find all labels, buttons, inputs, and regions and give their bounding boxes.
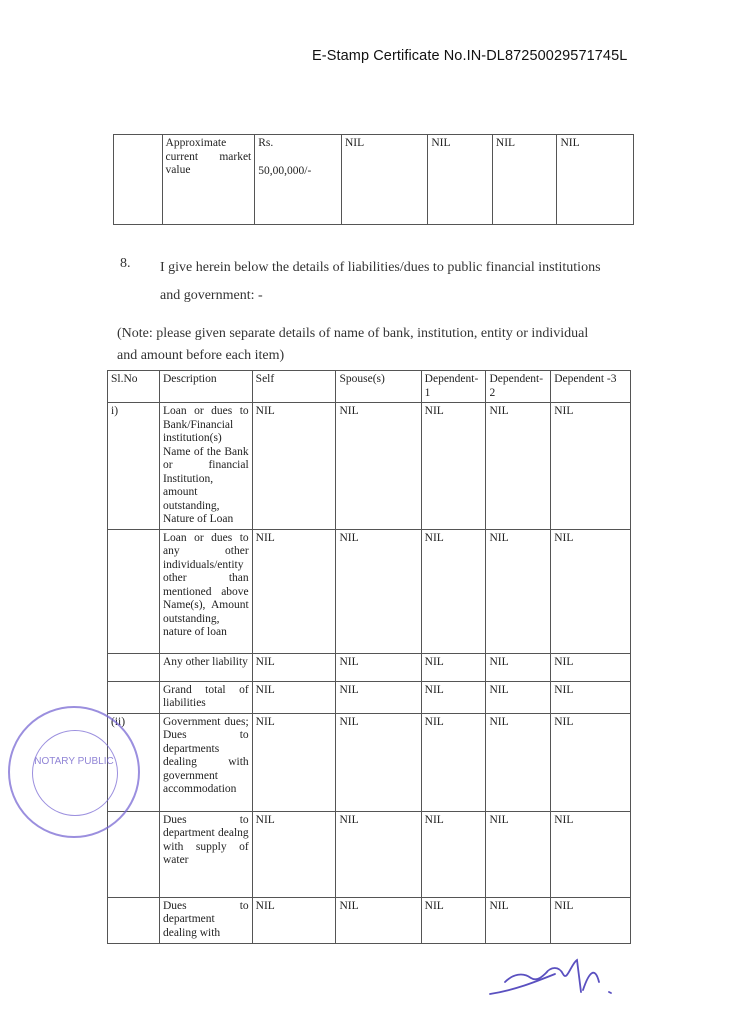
section-text-line1: I give herein below the details of liabilities/dues to public financial institutions bbox=[160, 260, 601, 275]
description-cell: Loan or dues to Bank/Financial institution(s) Name of the Bank or financial Institution, amount outstanding, Nature of Loan bbox=[159, 403, 252, 530]
dependent2-cell: NIL bbox=[486, 529, 551, 653]
stamp-certificate-number: E-Stamp Certificate No.IN-DL87250029571745L bbox=[312, 48, 628, 64]
self-amount: 50,00,000/- bbox=[258, 164, 312, 177]
table-row bbox=[108, 713, 631, 811]
spouse-cell: NIL bbox=[336, 897, 421, 943]
header-dependent-3: Dependent -3 bbox=[551, 371, 631, 403]
assets-value-table bbox=[113, 134, 634, 225]
dependent2-cell: NIL bbox=[486, 811, 551, 897]
dependent1-cell: NIL bbox=[421, 897, 486, 943]
dependent2-cell: NIL bbox=[486, 713, 551, 811]
table-row bbox=[114, 135, 634, 225]
dependent3-cell: NIL bbox=[551, 403, 631, 530]
dependent1-cell: NIL bbox=[421, 653, 486, 681]
header-spouse: Spouse(s) bbox=[336, 371, 421, 403]
description-cell: Any other liability bbox=[159, 653, 252, 681]
header-dependent-1: Dependent-1 bbox=[421, 371, 486, 403]
sl-no-cell bbox=[108, 811, 160, 897]
dependent1-cell: NIL bbox=[421, 681, 486, 713]
sl-no-cell bbox=[108, 529, 160, 653]
sl-no-cell bbox=[114, 135, 163, 225]
header-dependent-2: Dependent-2 bbox=[486, 371, 551, 403]
table-row bbox=[108, 653, 631, 681]
table-row bbox=[108, 811, 631, 897]
notary-seal bbox=[8, 706, 140, 838]
table-row bbox=[108, 681, 631, 713]
dependent1-cell: NIL bbox=[421, 529, 486, 653]
self-cell: NIL bbox=[252, 403, 336, 530]
dependent2-cell: NIL bbox=[486, 653, 551, 681]
description-cell: Approximate current market value bbox=[162, 135, 255, 225]
table-row bbox=[108, 897, 631, 943]
section-text-line2: and government: - bbox=[160, 288, 263, 303]
table-row bbox=[108, 529, 631, 653]
spouse-cell: NIL bbox=[336, 681, 421, 713]
signature bbox=[485, 952, 625, 1002]
description-cell: Loan or dues to any other individuals/entity other than mentioned above Name(s), Amount outstanding, nature of loan bbox=[159, 529, 252, 653]
dependent1-cell: NIL bbox=[421, 811, 486, 897]
sl-no-cell bbox=[108, 897, 160, 943]
self-currency: Rs. bbox=[258, 137, 274, 149]
description-cell: Dues to department dealng with supply of water bbox=[159, 811, 252, 897]
section-number: 8. bbox=[120, 256, 131, 271]
dependent2-cell: NIL bbox=[486, 403, 551, 530]
note-line2: and amount before each item) bbox=[117, 348, 285, 363]
sl-no-cell bbox=[108, 653, 160, 681]
spouse-cell: NIL bbox=[336, 653, 421, 681]
description-cell: Dues to department dealing with bbox=[159, 897, 252, 943]
self-cell: NIL bbox=[252, 529, 336, 653]
dependent3-cell: NIL bbox=[551, 681, 631, 713]
self-cell: NIL bbox=[252, 713, 336, 811]
header-row bbox=[108, 371, 631, 403]
description-cell: Grand total of liabilities bbox=[159, 681, 252, 713]
dependent3-cell: NIL bbox=[551, 897, 631, 943]
spouse-cell: NIL bbox=[336, 811, 421, 897]
note-line1: (Note: please given separate details of name of bank, institution, entity or individual bbox=[117, 326, 589, 341]
description-cell: Government dues; Dues to departments dealing with government accommodation bbox=[159, 713, 252, 811]
self-cell bbox=[255, 135, 342, 225]
sl-no-cell bbox=[108, 681, 160, 713]
notary-seal-inner-ring bbox=[32, 730, 118, 816]
dependent1-cell: NIL bbox=[421, 713, 486, 811]
sl-no-cell: (ii) bbox=[108, 713, 160, 811]
dependent3-cell: NIL bbox=[551, 529, 631, 653]
dependent1-cell: NIL bbox=[421, 403, 486, 530]
self-cell: NIL bbox=[252, 681, 336, 713]
notary-seal-text: NOTARY PUBLIC bbox=[34, 756, 114, 767]
liabilities-table bbox=[107, 370, 631, 944]
dependent3-cell: NIL bbox=[551, 811, 631, 897]
dependent1-cell: NIL bbox=[428, 135, 493, 225]
spouse-cell: NIL bbox=[341, 135, 427, 225]
spouse-cell: NIL bbox=[336, 403, 421, 530]
spouse-cell: NIL bbox=[336, 713, 421, 811]
self-cell: NIL bbox=[252, 811, 336, 897]
dependent3-cell: NIL bbox=[551, 653, 631, 681]
dependent2-cell: NIL bbox=[486, 897, 551, 943]
dependent3-cell: NIL bbox=[557, 135, 634, 225]
self-cell: NIL bbox=[252, 897, 336, 943]
header-self: Self bbox=[252, 371, 336, 403]
self-cell: NIL bbox=[252, 653, 336, 681]
spouse-cell: NIL bbox=[336, 529, 421, 653]
header-sl-no: Sl.No bbox=[108, 371, 160, 403]
dependent3-cell: NIL bbox=[551, 713, 631, 811]
table-row bbox=[108, 403, 631, 530]
dependent2-cell: NIL bbox=[486, 681, 551, 713]
dependent2-cell: NIL bbox=[492, 135, 557, 225]
header-description: Description bbox=[159, 371, 252, 403]
sl-no-cell: i) bbox=[108, 403, 160, 530]
